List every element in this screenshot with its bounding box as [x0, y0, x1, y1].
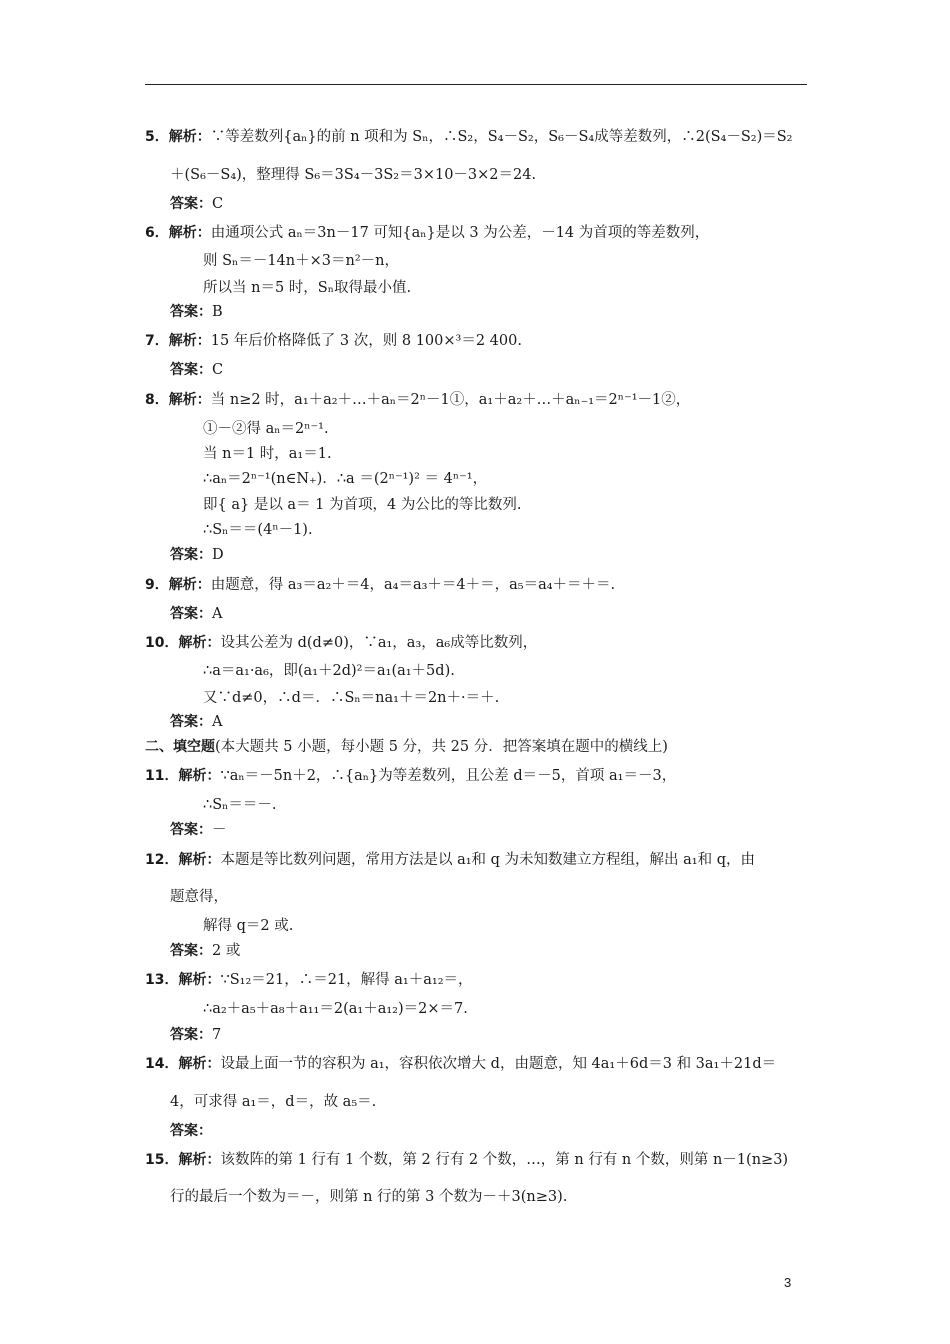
answer-8: 答案：D — [170, 547, 224, 563]
solution-5-line-2: ＋(S₆－S₄)，整理得 S₆＝3S₄－3S₂＝3×10－3×2＝24. — [170, 167, 537, 183]
solution-12-line-1: 12．解析：本题是等比数列问题，常用方法是以 a₁和 q 为未知数建立方程组，解出 a₁和 q，由 — [145, 852, 756, 868]
solution-15-line-2: 行的最后一个数为＝－，则第 n 行的第 3 个数为－＋3(n≥3). — [170, 1189, 568, 1205]
page-number: 3 — [784, 1275, 792, 1290]
solution-6-line-2: 则 Sₙ＝－14n＋×3＝n²－n， — [203, 253, 399, 269]
solution-13-line-1: 13．解析：∵S₁₂＝21，∴＝21，解得 a₁＋a₁₂＝， — [145, 972, 473, 988]
solution-5-line-1: 5．解析：∵等差数列{aₙ}的前 n 项和为 Sₙ，∴S₂，S₄－S₂，S₆－S₄成等差数列，∴2(S₄－S₂)＝S₂ — [145, 129, 793, 145]
section-heading-fill-in: 二、填空题(本大题共 5 小题，每小题 5 分，共 25 分．把答案填在题中的横线上) — [145, 739, 668, 755]
solution-8-line-6: ∴Sₙ＝＝(4ⁿ－1). — [203, 522, 313, 538]
solution-8-line-5: 即{ a} 是以 a＝ 1 为首项，4 为公比的等比数列. — [203, 497, 522, 513]
solution-15-line-1: 15．解析：该数阵的第 1 行有 1 个数，第 2 行有 2 个数，…，第 n 行有 n 个数，则第 n－1(n≥3) — [145, 1152, 789, 1168]
solution-6-line-3: 所以当 n＝5 时，Sₙ取得最小值. — [203, 280, 412, 296]
solution-11-line-1: 11．解析：∵aₙ＝－5n＋2，∴{aₙ}为等差数列，且公差 d＝－5，首项 a₁＝－3， — [145, 768, 677, 784]
answer-10: 答案：A — [170, 714, 223, 730]
answer-9: 答案：A — [170, 606, 223, 622]
solution-11-line-2: ∴Sₙ＝＝－. — [203, 797, 277, 813]
solution-9: 9．解析：由题意，得 a₃＝a₂＋＝4，a₄＝a₃＋＝4＋＝，a₅＝a₄＋＝＋＝. — [145, 577, 616, 593]
solution-8-line-3: 当 n＝1 时，a₁＝1. — [203, 446, 332, 462]
solution-6-line-1: 6．解析：由通项公式 aₙ＝3n－17 可知{aₙ}是以 3 为公差，－14 为首项的等差数列， — [145, 225, 710, 241]
solution-13-line-2: ∴a₂＋a₅＋a₈＋a₁₁＝2(a₁＋a₁₂)＝2×＝7. — [203, 1001, 468, 1017]
answer-5: 答案：C — [170, 196, 224, 212]
header-rule — [145, 84, 807, 85]
answer-6: 答案：B — [170, 304, 223, 320]
solution-7: 7．解析：15 年后价格降低了 3 次，则 8 100×³＝2 400. — [145, 333, 522, 349]
answer-13: 答案：7 — [170, 1027, 222, 1043]
solution-14-line-1: 14．解析：设最上面一节的容积为 a₁，容积依次增大 d，由题意，知 4a₁＋6d＝3 和 3a₁＋21d＝ — [145, 1056, 777, 1072]
solution-12-line-2: 题意得， — [170, 889, 228, 905]
answer-11: 答案：－ — [170, 822, 227, 838]
solution-10-line-2: ∴a＝a₁·a₆，即(a₁＋2d)²＝a₁(a₁＋5d). — [203, 663, 455, 679]
solution-14-line-2: 4，可求得 a₁＝，d＝，故 a₅＝. — [170, 1094, 377, 1110]
solution-8-line-1: 8．解析：当 n≥2 时，a₁＋a₂＋…＋aₙ＝2ⁿ－1①，a₁＋a₂＋…＋aₙ₋₁＝2ⁿ⁻¹－1②， — [145, 392, 691, 408]
solution-8-line-4: ∴aₙ＝2ⁿ⁻¹(n∈N₊)．∴a ＝(2ⁿ⁻¹)² ＝ 4ⁿ⁻¹， — [203, 471, 488, 487]
answer-14: 答案： — [170, 1123, 212, 1139]
solution-12-line-3: 解得 q＝2 或. — [203, 918, 294, 934]
answer-12: 答案：2 或 — [170, 943, 241, 959]
solution-10-line-1: 10．解析：设其公差为 d(d≠0)，∵a₁，a₃，a₆成等比数列， — [145, 635, 538, 651]
solution-10-line-3: 又∵d≠0，∴d＝．∴Sₙ＝na₁＋＝2n＋·＝＋. — [203, 690, 500, 706]
answer-7: 答案：C — [170, 362, 224, 378]
solution-8-line-2: ①－②得 aₙ＝2ⁿ⁻¹. — [203, 421, 329, 437]
